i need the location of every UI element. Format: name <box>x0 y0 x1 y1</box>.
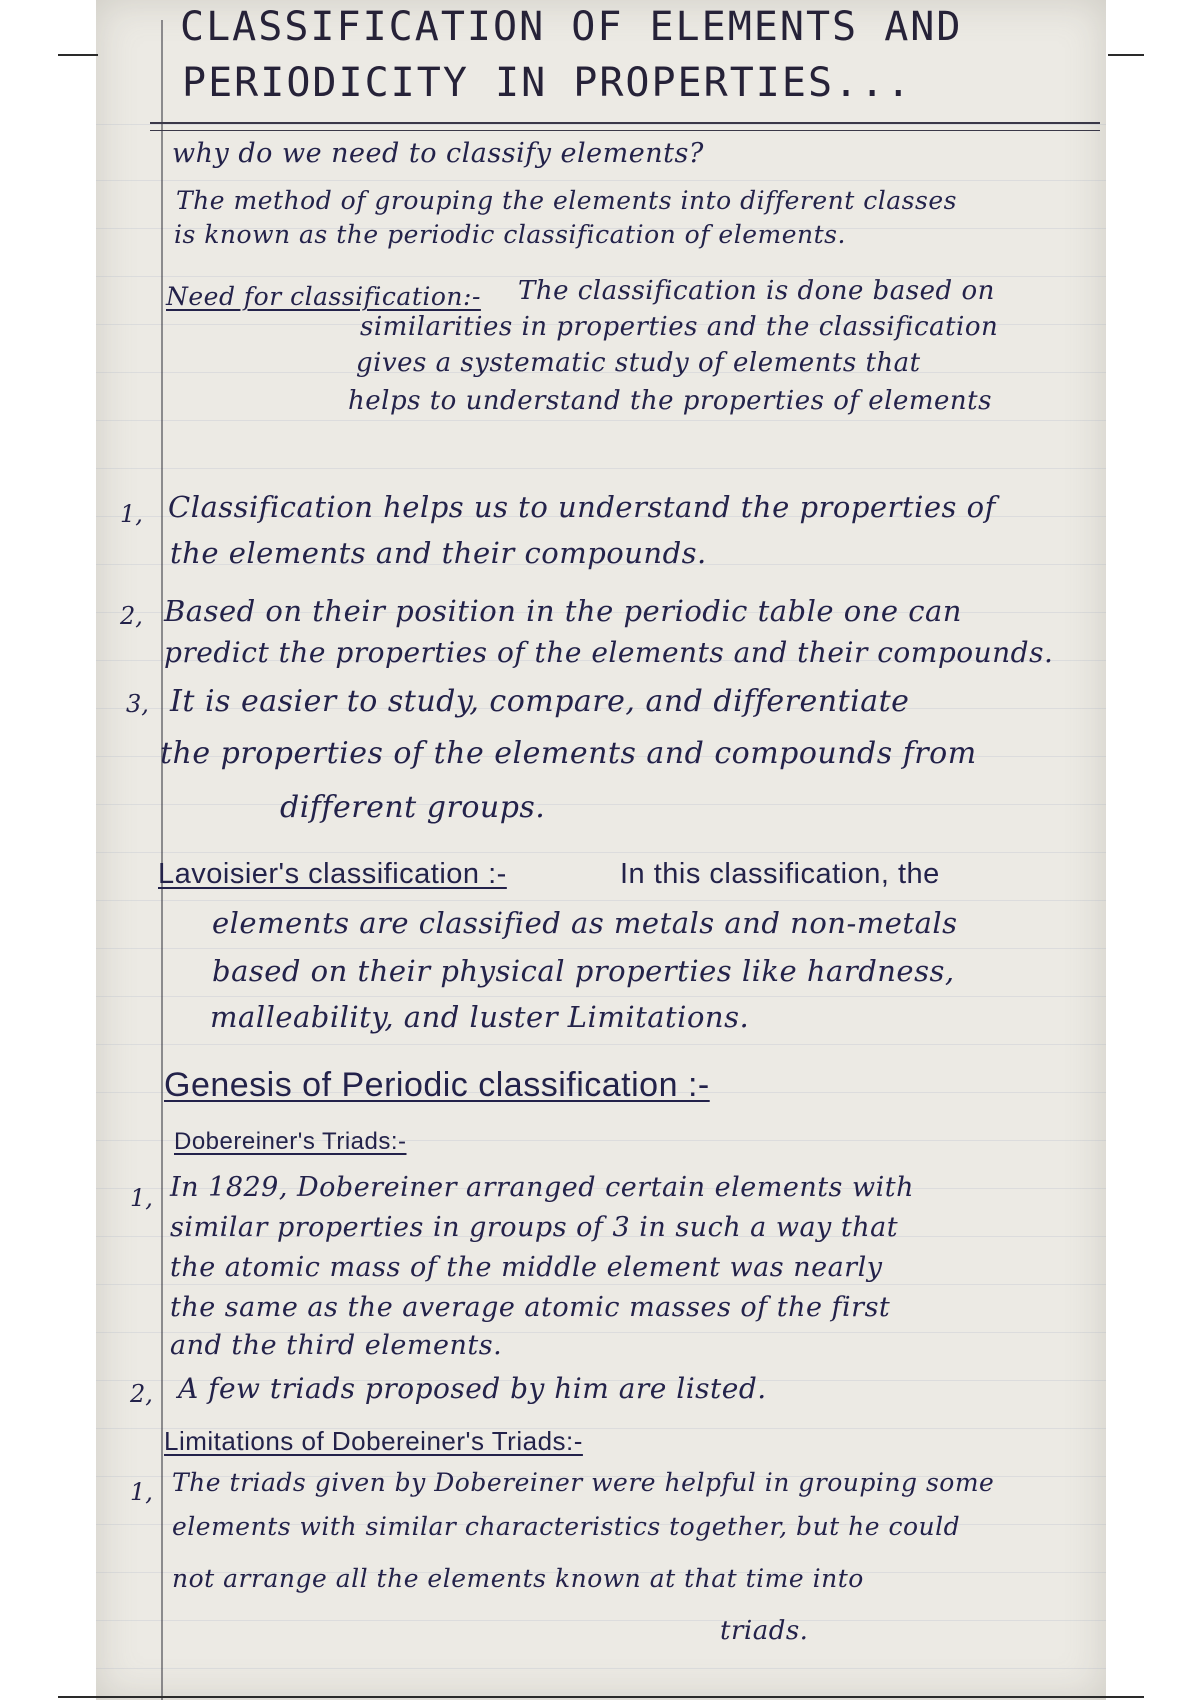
body-text: the elements and their compounds. <box>170 536 707 570</box>
scan-edge-line <box>1108 54 1144 56</box>
body-text: The triads given by Dobereiner were helpful in grouping some <box>172 1468 995 1497</box>
body-text: A few triads proposed by him are listed. <box>178 1372 767 1405</box>
question-text: why do we need to classify elements? <box>172 138 704 169</box>
body-text: not arrange all the elements known at that time into <box>172 1564 864 1593</box>
body-text: Classification helps us to understand the properties of <box>168 490 996 524</box>
point-number: 2, <box>130 1380 153 1408</box>
body-text: helps to understand the properties of elements <box>348 386 992 416</box>
body-text: In this classification, the <box>620 858 940 890</box>
body-text: elements are classified as metals and non-metals <box>212 906 958 940</box>
ruled-line <box>96 852 1106 853</box>
body-text: predict the properties of the elements and their compounds. <box>164 636 1054 669</box>
body-text: In 1829, Dobereiner arranged certain elements with <box>170 1172 914 1203</box>
body-text: Based on their position in the periodic table one can <box>164 594 962 628</box>
body-text: similar properties in groups of 3 in such a way that <box>170 1212 899 1243</box>
section-heading: Genesis of Periodic classification :- <box>164 1066 710 1104</box>
body-text: based on their physical properties like hardness, <box>212 954 955 988</box>
body-text: The classification is done based on <box>518 276 995 306</box>
body-text: malleability, and luster Limitations. <box>210 1000 750 1034</box>
body-text: the properties of the elements and compounds from <box>160 736 977 771</box>
title-rule <box>150 130 1100 131</box>
ruled-line <box>96 804 1106 805</box>
point-number: 1, <box>120 500 143 528</box>
ruled-line <box>96 124 1106 125</box>
ruled-line <box>96 420 1106 421</box>
subsection-heading: Limitations of Dobereiner's Triads:- <box>164 1426 583 1456</box>
subsection-heading: Dobereiner's Triads:- <box>174 1128 407 1155</box>
body-text: the same as the average atomic masses of the first <box>170 1292 891 1323</box>
body-text: gives a systematic study of elements that <box>356 348 921 378</box>
ruled-line <box>96 996 1106 997</box>
ruled-line <box>96 948 1106 949</box>
ruled-line <box>96 1668 1106 1669</box>
body-text: different groups. <box>280 790 546 825</box>
section-heading: Need for classification:- <box>166 282 481 311</box>
definition-line: The method of grouping the elements into different classes <box>176 186 957 215</box>
body-text: It is easier to study, compare, and differentiate <box>170 684 910 719</box>
ruled-line <box>96 1044 1106 1045</box>
body-text: and the third elements. <box>170 1330 503 1361</box>
ruled-line <box>96 180 1106 181</box>
point-number: 2, <box>120 602 143 630</box>
ruled-line <box>96 468 1106 469</box>
body-text: similarities in properties and the classification <box>360 312 999 342</box>
ruled-line <box>96 1284 1106 1285</box>
body-text: the atomic mass of the middle element was nearly <box>170 1252 883 1283</box>
page-title-line-1: CLASSIFICATION OF ELEMENTS AND <box>180 4 963 50</box>
body-text: elements with similar characteristics together, but he could <box>172 1512 961 1541</box>
section-heading: Lavoisier's classification :- <box>158 858 507 890</box>
ruled-line <box>96 900 1106 901</box>
ruled-line <box>96 1620 1106 1621</box>
point-number: 3, <box>126 690 149 718</box>
title-rule <box>150 122 1100 124</box>
point-number: 1, <box>130 1184 153 1212</box>
scan-edge-line <box>58 1696 1144 1698</box>
point-number: 1, <box>130 1478 153 1506</box>
definition-line: is known as the periodic classification of elements. <box>174 220 846 249</box>
scan-edge-line <box>58 54 98 56</box>
body-text: triads. <box>720 1616 809 1646</box>
page-title-line-2: PERIODICITY IN PROPERTIES... <box>182 60 913 106</box>
